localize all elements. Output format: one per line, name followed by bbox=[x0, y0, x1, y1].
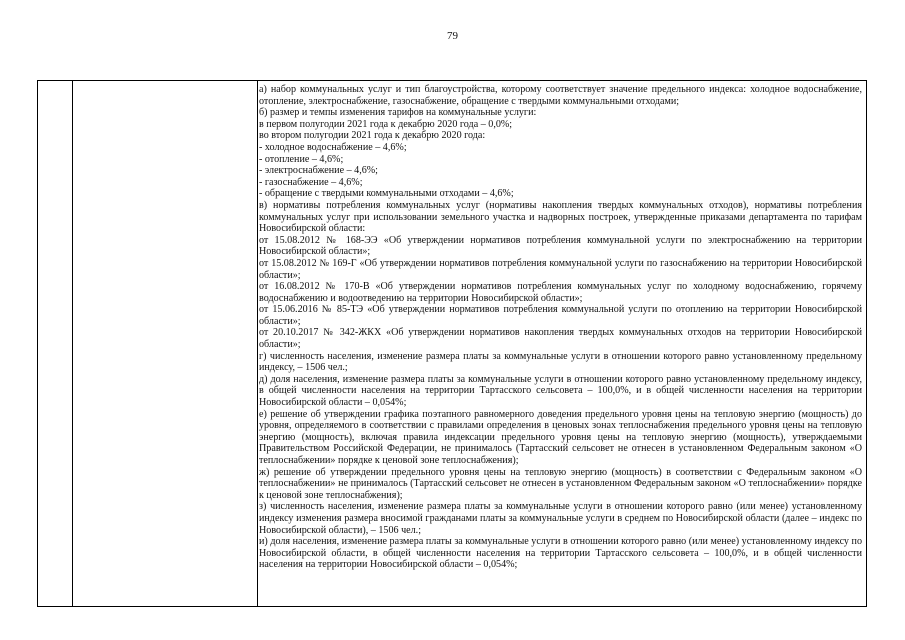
paragraph-i: и) доля населения, изменение размера платы за коммунальные услуги в отношении которого равно (или менее) установленному индексу по Новосибирской области, в общей численности населения на территории Тартасского сельсовета – 100,0%, и в общей численности населения на территории Новосибирской области – 0,054%; bbox=[259, 536, 862, 571]
document-table bbox=[37, 80, 867, 607]
text-line: в первом полугодии 2021 года к декабрю 2020 года – 0,0%; bbox=[259, 118, 513, 130]
paragraph-z: з) численность населения, изменение размера платы за коммунальные услуги в отношении которого равно (или менее) установленному индексу изменения размера вносимой гражданами платы за коммунальные услуги в среднем по Новосибирской области (далее – индекс по Новосибирской области), – 1506 чел.; bbox=[259, 501, 862, 536]
list-item: - отопление – 4,6%; bbox=[259, 153, 344, 165]
paragraph-e: е) решение об утверждении графика поэтапного равномерного доведения предельного уровня цены на тепловую энергию (мощность) до уровня, определяемого в соответствии с правилами определения в ценовых зонах теплоснабжения предельного уровня цены на тепловую энергию (мощность), включая правила индексации предельного уровня цены на тепловую энергию (мощность), утверждаемыми Правительством Российской Федерации, не принималось (Тартасский сельсовет не отнесен в установленном Федеральным законом «О теплоснабжении» порядке к ценовой зоне теплоснабжения); bbox=[259, 408, 862, 466]
list-item: - газоснабжение – 4,6%; bbox=[259, 176, 363, 188]
paragraph-d: д) доля населения, изменение размера платы за коммунальные услуги в отношении которого равно установленному предельному индексу, в общей численности населения на территории Тартасского сельсовета – 100,0%, и в общей численности населения на территории Новосибирской области – 0,054%; bbox=[259, 373, 862, 409]
list-item: - холодное водоснабжение – 4,6%; bbox=[259, 141, 407, 153]
order-reference: от 15.08.2012 № 168-ЭЭ «Об утверждении нормативов потребления коммунальной услуги по электроснабжению на территории Новосибирской области»; bbox=[259, 234, 862, 258]
table-column-divider bbox=[257, 81, 258, 606]
paragraph-b: б) размер и темпы изменения тарифов на коммунальные услуги: bbox=[259, 107, 537, 119]
paragraph-a: а) набор коммунальных услуг и тип благоустройства, которому соответствует значение предельного индекса: холодное водоснабжение, отопление, электроснабжение, газоснабжение, обращение с твердыми коммунальными отходами; bbox=[259, 84, 862, 107]
table-cell-text bbox=[259, 84, 862, 571]
list-item: - обращение с твердыми коммунальными отходами – 4,6%; bbox=[259, 188, 514, 200]
paragraph-g: г) численность населения, изменение размера платы за коммунальные услуги в отношении которого равно установленному предельному индексу, – 1506 чел.; bbox=[259, 350, 862, 374]
text-line: во втором полугодии 2021 года к декабрю 2020 года: bbox=[259, 130, 486, 142]
order-reference: от 20.10.2017 № 342-ЖКХ «Об утверждении нормативов накопления твердых коммунальных отходов на территории Новосибирской области»; bbox=[259, 327, 862, 351]
paragraph-zh: ж) решение об утверждении предельного уровня цены на тепловую энергию (мощность) в соответствии с Федеральным законом «О теплоснабжении» не принималось (Тартасский сельсовет не отнесен в установленном Федеральным законом «О теплоснабжении» порядке к ценовой зоне теплоснабжения); bbox=[259, 466, 862, 501]
order-reference: от 15.08.2012 № 169-Г «Об утверждении нормативов потребления коммунальной услуги по газоснабжению на территории Новосибирской области»; bbox=[259, 257, 862, 281]
page-number: 79 bbox=[447, 30, 458, 42]
order-reference: от 16.08.2012 № 170-В «Об утверждении нормативов потребления коммунальных услуг по холодному водоснабжению, горячему водоснабжению и водоотведению на территории Новосибирской области»; bbox=[259, 281, 862, 304]
paragraph-v: в) нормативы потребления коммунальных услуг (нормативы накопления твердых коммунальных отходов), нормативы потребления коммунальных услуг при использовании земельного участка и надворных построек, утвержденные приказами департамента по тарифам Новосибирской области: bbox=[259, 199, 862, 235]
list-item: - электроснабжение – 4,6%; bbox=[259, 165, 378, 177]
table-column-divider bbox=[72, 81, 73, 606]
order-reference: от 15.06.2016 № 85-ТЭ «Об утверждении нормативов потребления коммунальной услуги по отоплению на территории Новосибирской области»; bbox=[259, 304, 862, 327]
